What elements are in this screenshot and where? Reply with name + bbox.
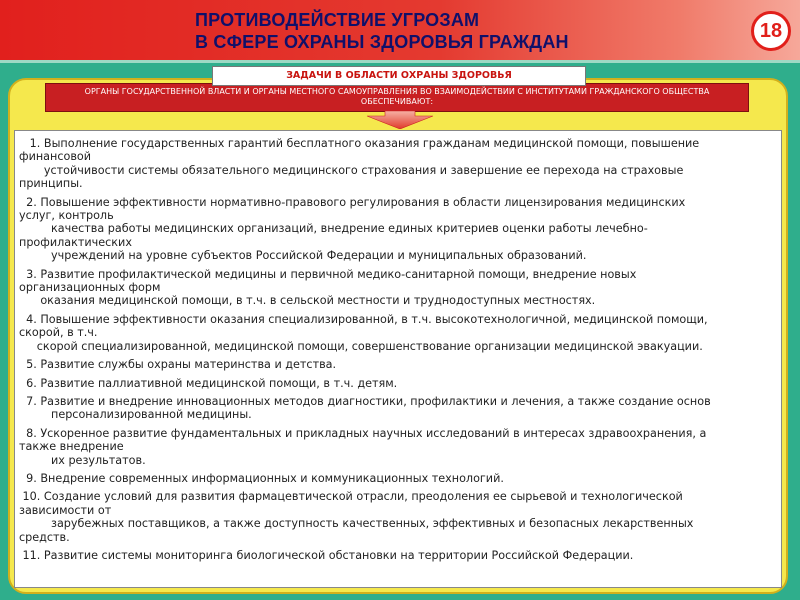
list-item-line: учреждений на уровне субъектов Российской Федерации и муниципальных образований.: [19, 249, 587, 263]
list-item-line: 9. Внедрение современных информационных и коммуникационных технологий.: [19, 471, 504, 485]
list-item-line: услуг, контроль: [19, 209, 114, 223]
slide-number-badge: 18: [751, 11, 791, 51]
list-item-line: зависимости от: [19, 503, 112, 517]
list-item-line: 2. Повышение эффективности нормативно-правового регулирования в области лицензирования медицинских: [19, 195, 686, 209]
list-item-line: принципы.: [19, 177, 83, 191]
title-line-1: ПРОТИВОДЕЙСТВИЕ УГРОЗАМ: [195, 10, 480, 30]
list-item-line: 6. Развитие паллиативной медицинской помощи, в т.ч. детям.: [19, 376, 398, 390]
list-item: [19, 196, 773, 263]
list-item: [19, 137, 773, 191]
list-item-line: зарубежных поставщиков, а также доступность качественных, эффективных и безопасных лекарственных: [19, 517, 694, 531]
list-item: [19, 377, 773, 390]
slide-title: [195, 9, 715, 53]
slide-header: [0, 0, 800, 63]
title-line-2: В СФЕРЕ ОХРАНЫ ЗДОРОВЬЯ ГРАЖДАН: [195, 32, 569, 52]
list-item-line: скорой, в т.ч.: [19, 326, 98, 340]
list-item: [19, 395, 773, 422]
list-item-line: 1. Выполнение государственных гарантий бесплатного оказания гражданам медицинской помощи, повышение: [19, 137, 700, 150]
tasks-heading: ЗАДАЧИ В ОБЛАСТИ ОХРАНЫ ЗДОРОВЬЯ: [212, 66, 586, 86]
organs-banner-line-2: ОБЕСПЕЧИВАЮТ:: [360, 97, 434, 106]
list-item-line: 8. Ускоренное развитие фундаментальных и прикладных научных исследований в интересах здравоохранения, а: [19, 426, 707, 440]
list-item-line: организационных форм: [19, 281, 161, 295]
list-item-line: качества работы медицинских организаций, внедрение единых критериев оценки работы лечебно-: [19, 222, 648, 236]
list-item-line: 10. Создание условий для развития фармацевтической отрасли, преодоления ее сырьевой и технологической: [19, 490, 683, 504]
list-item-line: 3. Развитие профилактической медицины и первичной медико-санитарной помощи, внедрение новых: [19, 267, 637, 281]
list-item-line: профилактических: [19, 235, 132, 249]
list-item-line: 4. Повышение эффективности оказания специализированной, в т.ч. высокотехнологичной, медицинской помощи,: [19, 312, 708, 326]
list-item: [19, 472, 773, 485]
list-item-line: устойчивости системы обязательного медицинского страхования и завершение ее перехода на страховые: [19, 163, 684, 177]
list-item-line: 11. Развитие системы мониторинга биологической обстановки на территории Российской Федерации.: [19, 548, 634, 562]
organs-banner: [45, 83, 749, 112]
list-item: [19, 268, 773, 308]
down-arrow-icon: [365, 111, 435, 129]
list-item-line: оказания медицинской помощи, в т.ч. в сельской местности и труднодоступных местностях.: [19, 294, 596, 308]
list-item: [19, 427, 773, 467]
organs-banner-line-1: ОРГАНЫ ГОСУДАРСТВЕННОЙ ВЛАСТИ И ОРГАНЫ МЕСТНОГО САМОУПРАВЛЕНИЯ ВО ВЗАИМОДЕЙСТВИИ С ИНСТИТУТАМИ ГРАЖДАНСКОГО ОБЩЕСТВА: [84, 87, 710, 96]
list-item: [19, 490, 773, 544]
list-item: [19, 358, 773, 371]
list-item: [19, 549, 773, 562]
list-item-line: персонализированной медицины.: [19, 408, 252, 422]
list-item: [19, 313, 773, 353]
list-item-line: также внедрение: [19, 440, 124, 454]
list-item-line: средств.: [19, 530, 70, 544]
list-item-line: 7. Развитие и внедрение инновационных методов диагностики, профилактики и лечения, а также создание основ: [19, 394, 711, 408]
list-item-line: их результатов.: [19, 453, 146, 467]
list-item-line: скорой специализированной, медицинской помощи, совершенствование организации медицинской эвакуации.: [19, 339, 703, 353]
list-item-line: 5. Развитие службы охраны материнства и детства.: [19, 358, 337, 372]
tasks-list: [14, 130, 782, 588]
list-item-line: финансовой: [19, 150, 92, 164]
